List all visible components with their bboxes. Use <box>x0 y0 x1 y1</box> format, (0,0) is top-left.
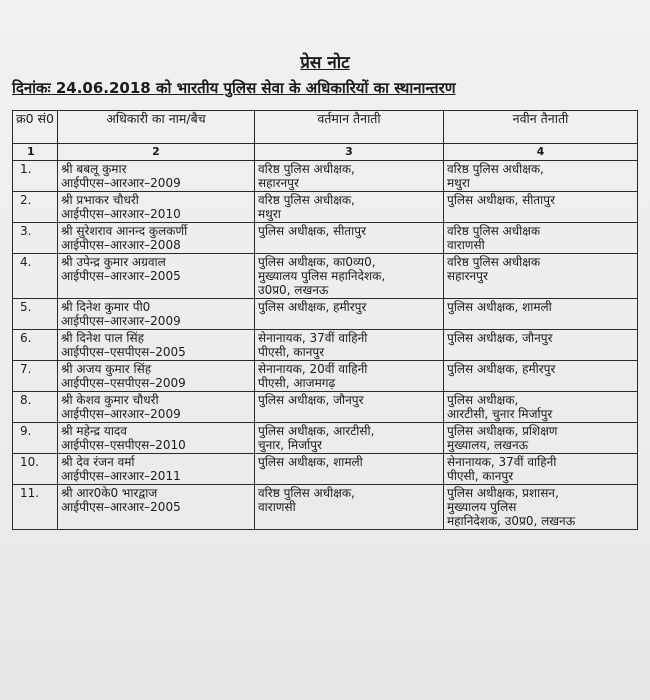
current-posting-line: पुलिस अधीक्षक, जौनपुर <box>258 393 364 407</box>
serial-number: 8. <box>13 392 58 423</box>
officer-cell <box>58 485 255 530</box>
current-posting-cell <box>255 454 444 485</box>
new-posting-line: पुलिस अधीक्षक, <box>447 393 519 407</box>
officer-cell <box>58 223 255 254</box>
new-posting-cell <box>444 192 638 223</box>
table-row <box>13 223 638 254</box>
officer-name: श्री देव रंजन वर्मा <box>61 455 135 469</box>
officer-batch: आईपीएस–एसपीएस–2009 <box>61 376 186 390</box>
new-posting-line: मुख्यालय, लखनऊ <box>447 438 529 452</box>
officer-name: श्री केशव कुमार चौधरी <box>61 393 159 407</box>
current-posting-line: पुलिस अधीक्षक, आरटीसी, <box>258 424 375 438</box>
serial-number: 11. <box>13 485 58 530</box>
officer-batch: आईपीएस–आरआर–2005 <box>61 500 181 514</box>
serial-number: 3. <box>13 223 58 254</box>
officer-cell <box>58 299 255 330</box>
header-serial: क्र0 सं0 <box>13 111 58 144</box>
current-posting-line: पुलिस अधीक्षक, का0व्य0, <box>258 255 376 269</box>
officer-batch: आईपीएस–आरआर–2010 <box>61 207 181 221</box>
officer-name: श्री महेन्द्र यादव <box>61 424 127 438</box>
officer-cell <box>58 423 255 454</box>
header-current-posting: वर्तमान तैनाती <box>255 111 444 144</box>
table-header-row <box>13 111 638 144</box>
current-posting-cell <box>255 192 444 223</box>
document-title: प्रेस नोट <box>300 53 350 73</box>
current-posting-cell <box>255 361 444 392</box>
new-posting-line: वरिष्ठ पुलिस अधीक्षक, <box>447 162 544 176</box>
current-posting-line: सेनानायक, 37वीं वाहिनी <box>258 331 368 345</box>
document-subtitle: दिनांकः 24.06.2018 को भारतीय पुलिस सेवा के अधिकारियों का स्थानान्तरण <box>12 79 456 97</box>
officer-name: श्री प्रभाकर चौधरी <box>61 193 139 207</box>
current-posting-line: पुलिस अधीक्षक, सीतापुर <box>258 224 366 238</box>
new-posting-line: मथुरा <box>447 176 470 190</box>
transfer-table <box>12 110 638 530</box>
column-number: 2 <box>58 144 255 161</box>
officer-name: श्री सुरेशराव आनन्द कुलकर्णी <box>61 224 188 238</box>
current-posting-cell <box>255 330 444 361</box>
table-row <box>13 299 638 330</box>
header-new-posting: नवीन तैनाती <box>444 111 638 144</box>
current-posting-line: वरिष्ठ पुलिस अधीक्षक, <box>258 193 355 207</box>
officer-batch: आईपीएस–एसपीएस–2005 <box>61 345 186 359</box>
column-number: 4 <box>444 144 638 161</box>
current-posting-line: वाराणसी <box>258 500 296 514</box>
serial-number: 6. <box>13 330 58 361</box>
table-row <box>13 254 638 299</box>
column-number: 1 <box>13 144 58 161</box>
new-posting-line: पुलिस अधीक्षक, प्रशासन, <box>447 486 559 500</box>
new-posting-line: सहारनपुर <box>447 269 488 283</box>
serial-number: 7. <box>13 361 58 392</box>
new-posting-cell <box>444 454 638 485</box>
officer-batch: आईपीएस–आरआर–2009 <box>61 176 181 190</box>
serial-number: 5. <box>13 299 58 330</box>
officer-name: श्री उपेन्द्र कुमार अग्रवाल <box>61 255 166 269</box>
table-row <box>13 485 638 530</box>
new-posting-cell <box>444 299 638 330</box>
new-posting-cell <box>444 223 638 254</box>
officer-batch: आईपीएस–आरआर–2009 <box>61 314 181 328</box>
current-posting-cell <box>255 299 444 330</box>
new-posting-cell <box>444 361 638 392</box>
officer-name: श्री अजय कुमार सिंह <box>61 362 152 376</box>
new-posting-line: सेनानायक, 37वीं वाहिनी <box>447 455 557 469</box>
new-posting-cell <box>444 423 638 454</box>
new-posting-cell <box>444 330 638 361</box>
new-posting-line: महानिदेशक, उ0प्र0, लखनऊ <box>447 514 576 528</box>
current-posting-line: वरिष्ठ पुलिस अधीक्षक, <box>258 162 355 176</box>
officer-cell <box>58 361 255 392</box>
current-posting-line: मुख्यालय पुलिस महानिदेशक, <box>258 269 386 283</box>
table-row <box>13 454 638 485</box>
new-posting-cell <box>444 161 638 192</box>
current-posting-line: पुलिस अधीक्षक, शामली <box>258 455 363 469</box>
table-row <box>13 392 638 423</box>
officer-name: श्री दिनेश कुमार पी0 <box>61 300 151 314</box>
current-posting-line: सहारनपुर <box>258 176 299 190</box>
officer-cell <box>58 454 255 485</box>
new-posting-line: वाराणसी <box>447 238 485 252</box>
current-posting-line: चुनार, मिर्जापुर <box>258 438 322 452</box>
serial-number: 4. <box>13 254 58 299</box>
serial-number: 9. <box>13 423 58 454</box>
new-posting-line: पीएसी, कानपुर <box>447 469 514 483</box>
officer-cell <box>58 161 255 192</box>
table-row <box>13 161 638 192</box>
new-posting-line: पुलिस अधीक्षक, सीतापुर <box>447 193 555 207</box>
serial-number: 10. <box>13 454 58 485</box>
officer-batch: आईपीएस–आरआर–2008 <box>61 238 181 252</box>
officer-name: श्री दिनेश पाल सिंह <box>61 331 144 345</box>
officer-batch: आईपीएस–आरआर–2005 <box>61 269 181 283</box>
new-posting-line: पुलिस अधीक्षक, प्रशिक्षण <box>447 424 558 438</box>
serial-number: 2. <box>13 192 58 223</box>
new-posting-line: पुलिस अधीक्षक, हमीरपुर <box>447 362 556 376</box>
officer-name: श्री आर0के0 भारद्वाज <box>61 486 158 500</box>
current-posting-cell <box>255 423 444 454</box>
current-posting-cell <box>255 392 444 423</box>
new-posting-line: वरिष्ठ पुलिस अधीक्षक <box>447 255 541 269</box>
table-row <box>13 192 638 223</box>
current-posting-line: उ0प्र0, लखनऊ <box>258 283 329 297</box>
new-posting-line: पुलिस अधीक्षक, शामली <box>447 300 552 314</box>
new-posting-cell <box>444 392 638 423</box>
current-posting-line: पीएसी, कानपुर <box>258 345 325 359</box>
current-posting-cell <box>255 161 444 192</box>
current-posting-line: मथुरा <box>258 207 281 221</box>
column-number: 3 <box>255 144 444 161</box>
officer-name: श्री बबलू कुमार <box>61 162 127 176</box>
current-posting-line: वरिष्ठ पुलिस अधीक्षक, <box>258 486 355 500</box>
current-posting-cell <box>255 485 444 530</box>
officer-cell <box>58 254 255 299</box>
current-posting-line: पुलिस अधीक्षक, हमीरपुर <box>258 300 367 314</box>
officer-cell <box>58 392 255 423</box>
new-posting-line: मुख्यालय पुलिस <box>447 500 517 514</box>
officer-cell <box>58 192 255 223</box>
officer-batch: आईपीएस–आरआर–2011 <box>61 469 181 483</box>
officer-batch: आईपीएस–आरआर–2009 <box>61 407 181 421</box>
table-row <box>13 330 638 361</box>
current-posting-cell <box>255 223 444 254</box>
officer-batch: आईपीएस–एसपीएस–2010 <box>61 438 186 452</box>
current-posting-line: सेनानायक, 20वीं वाहिनी <box>258 362 368 376</box>
new-posting-line: पुलिस अधीक्षक, जौनपुर <box>447 331 553 345</box>
header-officer: अधिकारी का नाम/बैच <box>58 111 255 144</box>
table-row <box>13 361 638 392</box>
serial-number: 1. <box>13 161 58 192</box>
officer-cell <box>58 330 255 361</box>
current-posting-line: पीएसी, आजमगढ़ <box>258 376 336 390</box>
column-number-row <box>13 144 638 161</box>
table-row <box>13 423 638 454</box>
current-posting-cell <box>255 254 444 299</box>
new-posting-line: वरिष्ठ पुलिस अधीक्षक <box>447 224 541 238</box>
table-body <box>13 161 638 530</box>
new-posting-line: आरटीसी, चुनार मिर्जापुर <box>447 407 553 421</box>
new-posting-cell <box>444 254 638 299</box>
new-posting-cell <box>444 485 638 530</box>
